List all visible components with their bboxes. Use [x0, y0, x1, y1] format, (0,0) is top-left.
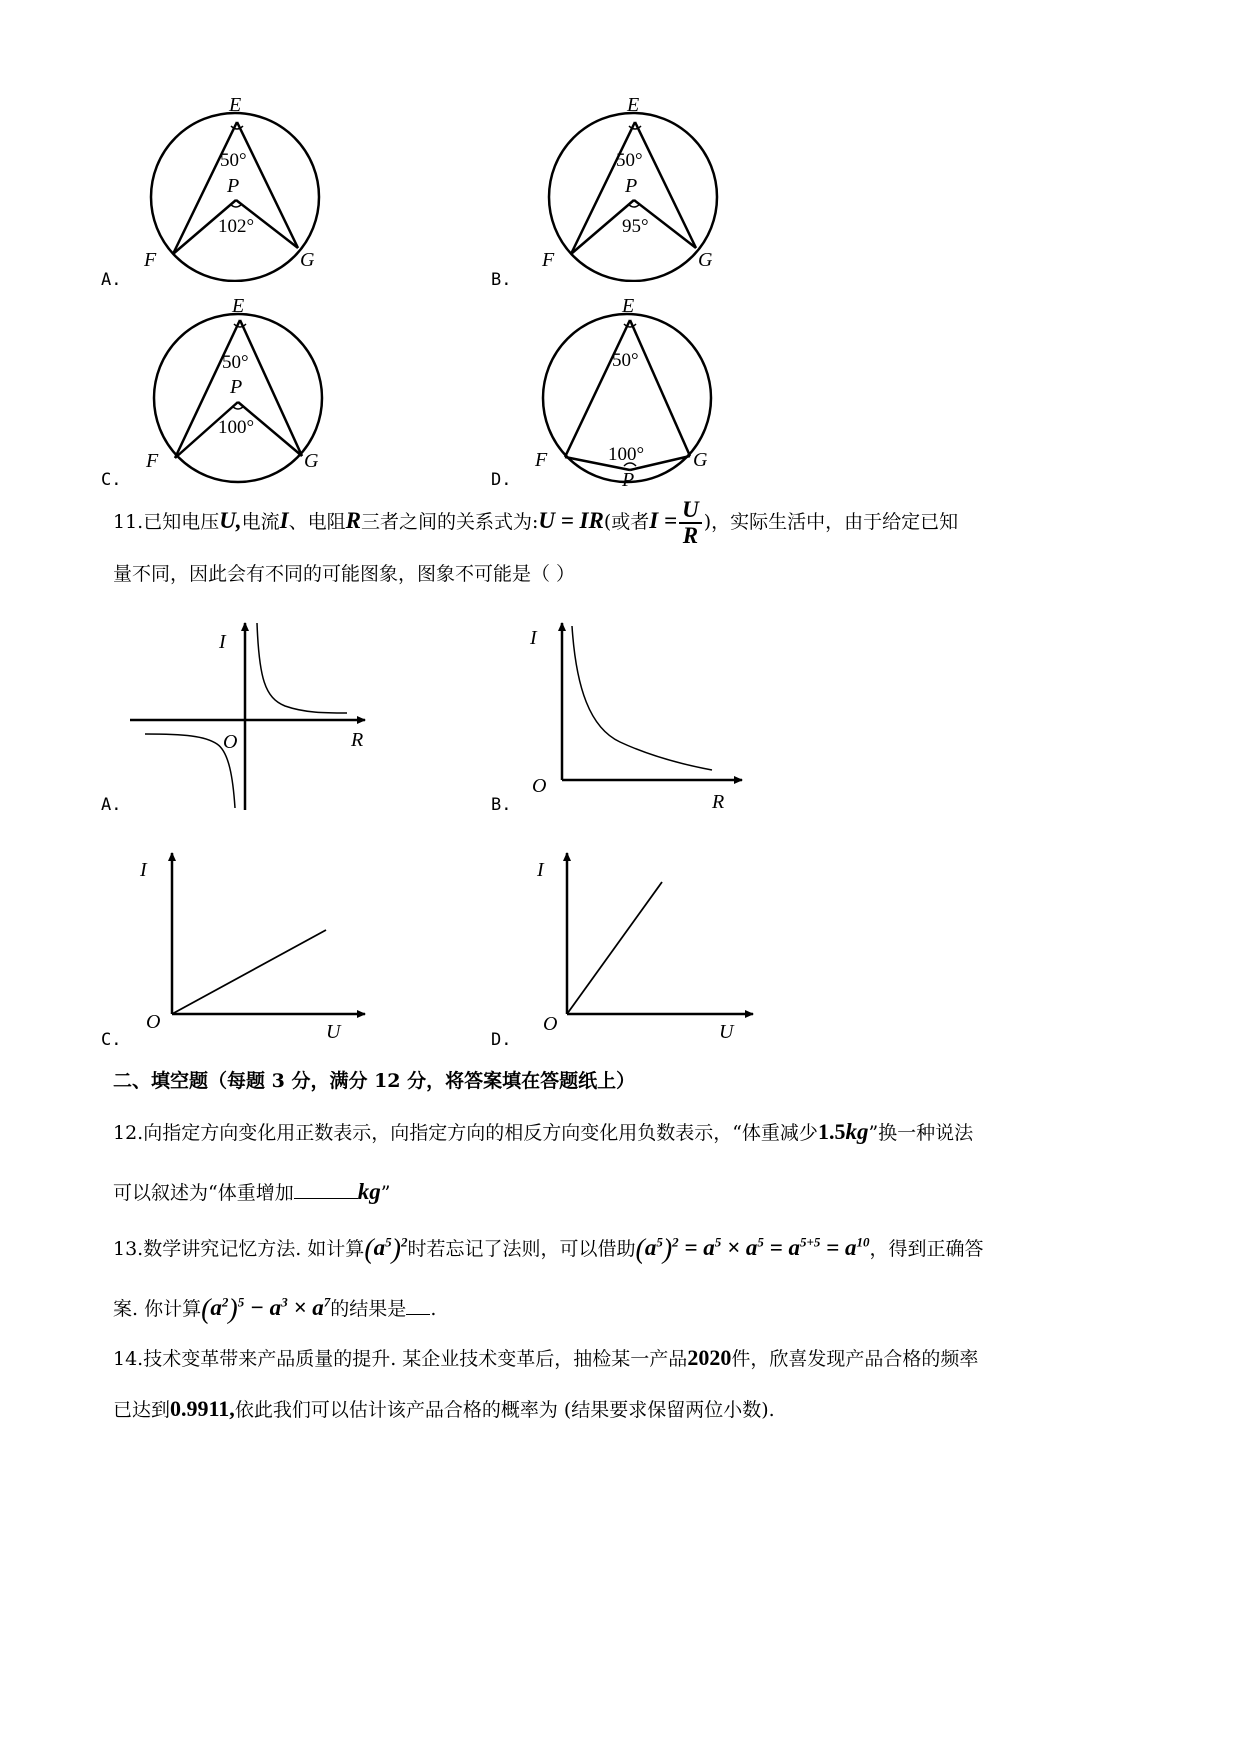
q11-text-f: )，实际生活中，由于给定已知 — [703, 511, 959, 534]
graph-option-a-label[interactable]: A. — [101, 795, 122, 815]
q13-line2-mid: 的结果是 — [330, 1298, 407, 1320]
q13-text-c: ，得到正确答 — [869, 1238, 984, 1260]
label-e: E — [232, 296, 245, 317]
q11-text-a: 已知电压 — [143, 511, 220, 534]
origin-label: O — [146, 1011, 161, 1033]
question-12-line-1 — [113, 1118, 973, 1146]
var-i: I — [279, 508, 289, 534]
angle-top: 50° — [220, 150, 247, 171]
label-p: P — [622, 469, 635, 491]
angle-center: 95° — [622, 216, 649, 237]
question-14-line-2 — [113, 1396, 775, 1422]
origin-label: O — [543, 1013, 558, 1035]
question-number: 14. — [113, 1348, 144, 1370]
q14-text-b: 件，欣喜发现产品合格的频率 — [731, 1348, 979, 1370]
circle-figure-d — [530, 296, 730, 491]
angle-top: 50° — [612, 350, 639, 371]
y-axis-label: I — [530, 627, 537, 649]
q11-text-b: 电流 — [241, 511, 280, 534]
label-e: E — [229, 94, 242, 116]
question-number: 13. — [113, 1238, 144, 1260]
graph-c — [130, 848, 370, 1038]
section-heading: 二、填空题（每题 3 分，满分 12 分，将答案填在答题纸上） — [113, 1070, 636, 1092]
q13-line2-end: . — [430, 1298, 437, 1320]
label-p: P — [227, 175, 240, 197]
q12-text-a: 向指定方向变化用正数表示，向指定方向的相反方向变化用负数表示，“体重减少 — [143, 1122, 818, 1144]
graph-d — [525, 848, 760, 1038]
graph-option-d-label[interactable]: D. — [491, 1030, 512, 1050]
label-f: F — [144, 249, 157, 271]
question-number: 11. — [113, 511, 144, 534]
q11-text-d: 三者之间的关系式为: — [360, 511, 539, 534]
q11-text-e: (或者 — [603, 511, 650, 534]
graph-option-c-label[interactable]: C. — [101, 1030, 122, 1050]
chord-ef — [565, 320, 630, 457]
q12-line2-end: ” — [380, 1182, 391, 1204]
frequency-value: 0.9911, — [170, 1396, 235, 1421]
expression-expansion: $(a^5)^2 = a^5 \times a^5 = a^{5+5} = a^{10}$ — [635, 1234, 870, 1265]
graph-b — [520, 618, 750, 813]
question-11-line-1 — [113, 498, 958, 548]
fraction-numerator: U — [679, 498, 702, 524]
question-number: 12. — [113, 1122, 144, 1144]
question-13-line-2 — [113, 1293, 436, 1327]
angle-center: 102° — [218, 216, 255, 237]
option-b-label[interactable]: B. — [491, 270, 512, 290]
origin-label: O — [223, 731, 238, 753]
angle-center: 100° — [608, 444, 645, 465]
label-g: G — [693, 449, 708, 471]
q12-text-b: ”换一种说法 — [868, 1122, 974, 1144]
answer-unit: kg — [357, 1179, 381, 1204]
label-f: F — [146, 450, 159, 472]
circle — [549, 113, 717, 281]
q14-line2-text: 已达到 — [113, 1399, 171, 1421]
y-axis-label: I — [537, 859, 544, 881]
label-g: G — [300, 249, 315, 271]
curve-positive — [257, 623, 347, 713]
sample-count: 2020 — [687, 1345, 732, 1370]
label-p: P — [230, 376, 243, 398]
line-graph — [172, 930, 326, 1014]
label-e: E — [627, 94, 640, 116]
angle-center: 100° — [218, 417, 255, 438]
q11-text-c: 、电阻 — [288, 511, 346, 534]
expression-a5-squared: $(a^5)^2$ — [364, 1234, 408, 1265]
formula-uir: U = IR — [538, 508, 604, 534]
graph-a — [125, 618, 385, 813]
option-c-label[interactable]: C. — [101, 470, 122, 490]
chord-eg — [630, 320, 690, 456]
circle-figure-b — [538, 92, 738, 282]
question-12-line-2 — [113, 1178, 390, 1206]
question-11-line-2: 量不同，因此会有不同的可能图象，图象不可能是（ ） — [113, 563, 576, 585]
x-axis-label: U — [719, 1021, 734, 1038]
question-14-line-1 — [113, 1345, 978, 1371]
label-e: E — [622, 296, 635, 317]
label-p: P — [625, 175, 638, 197]
option-a-label[interactable]: A. — [101, 270, 122, 290]
angle-top: 50° — [616, 150, 643, 171]
q13-text-a: 数学讲究记忆方法. 如计算 — [143, 1238, 365, 1260]
graph-option-b-label[interactable]: B. — [491, 795, 512, 815]
circle-figure-a — [140, 92, 340, 282]
weight-unit: kg — [845, 1119, 869, 1144]
expression-to-compute: $(a^2)^5 - a^3 \times a^7$ — [201, 1294, 331, 1325]
fraction-u-over-r — [679, 498, 702, 548]
circle-figure-c — [140, 296, 340, 486]
var-r: R — [345, 508, 361, 534]
line-graph — [567, 882, 662, 1014]
q12-line2-text: 可以叙述为“体重增加 — [113, 1182, 294, 1204]
x-axis-label: R — [351, 729, 364, 751]
question-13-line-1 — [113, 1233, 984, 1267]
q13-line2-text: 案. 你计算 — [113, 1298, 202, 1320]
formula-i: I = — [649, 508, 678, 534]
y-axis-label: I — [140, 859, 147, 881]
q14-line2-end: 依此我们可以估计该产品合格的概率为 (结果要求保留两位小数). — [234, 1399, 775, 1421]
y-axis-label: I — [219, 631, 226, 653]
circle — [154, 314, 322, 482]
option-d-label[interactable]: D. — [491, 470, 512, 490]
curve — [572, 626, 712, 770]
label-g: G — [698, 249, 713, 271]
x-axis-label: R — [712, 791, 725, 813]
weight-value: 1.5 — [817, 1119, 846, 1144]
var-u: U, — [219, 508, 242, 534]
q14-text-a: 技术变革带来产品质量的提升. 某企业技术变革后，抽检某一产品 — [143, 1348, 688, 1370]
q13-text-b: 时若忘记了法则，可以借助 — [407, 1238, 636, 1260]
label-f: F — [542, 249, 555, 271]
label-g: G — [304, 450, 319, 472]
angle-top: 50° — [222, 352, 249, 373]
label-f: F — [535, 449, 548, 471]
circle — [151, 113, 319, 281]
origin-label: O — [532, 775, 547, 797]
fraction-denominator: R — [682, 523, 699, 549]
curve-negative — [145, 734, 235, 808]
x-axis-label: U — [326, 1021, 341, 1038]
answer-blank[interactable] — [294, 1180, 358, 1199]
answer-blank[interactable] — [406, 1296, 430, 1315]
